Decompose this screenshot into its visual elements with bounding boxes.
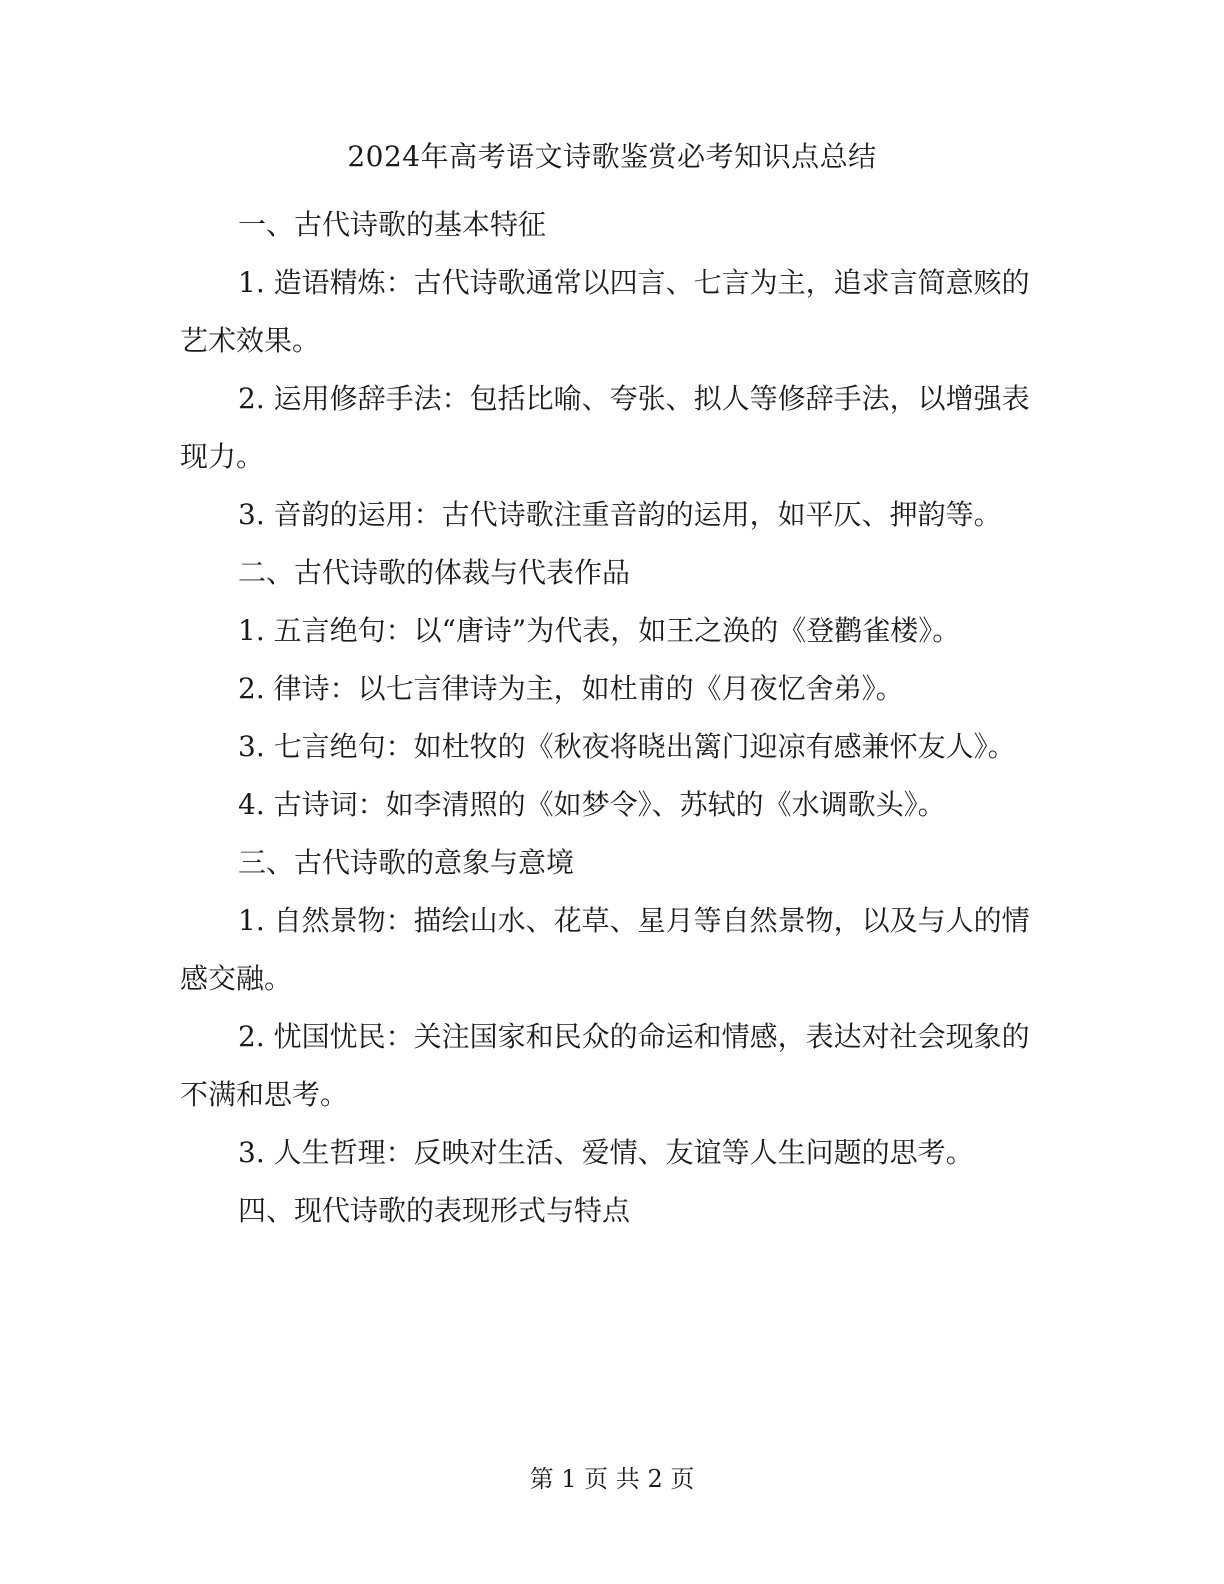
paragraph: 1. 五言绝句：以“唐诗”为代表，如王之涣的《登鹳雀楼》。 [238, 614, 961, 647]
paragraph: 3. 音韵的运用：古代诗歌注重音韵的运用，如平仄、押韵等。 [238, 498, 1002, 531]
document-title: 2024年高考语文诗歌鉴赏必考知识点总结 [347, 140, 877, 173]
section-heading-2: 二、古代诗歌的体裁与代表作品 [238, 556, 631, 589]
paragraph: 2. 运用修辞手法：包括比喻、夸张、拟人等修辞手法，以增强表现力。 [180, 382, 1030, 473]
paragraph: 4. 古诗词：如李清照的《如梦令》、苏轼的《水调歌头》。 [238, 788, 946, 821]
section-heading-3: 三、古代诗歌的意象与意境 [238, 846, 575, 879]
paragraph: 1. 自然景物：描绘山水、花草、星月等自然景物，以及与人的情感交融。 [180, 904, 1030, 995]
section-heading-4: 四、现代诗歌的表现形式与特点 [238, 1194, 631, 1227]
paragraph: 2. 忧国忧民：关注国家和民众的命运和情感，表达对社会现象的不满和思考。 [180, 1020, 1030, 1111]
paragraph: 3. 七言绝句：如杜牧的《秋夜将晓出篱门迎凉有感兼怀友人》。 [238, 730, 1016, 763]
page-number-footer: 第 1 页 共 2 页 [529, 1465, 695, 1493]
paragraph: 3. 人生哲理：反映对生活、爱情、友谊等人生问题的思考。 [238, 1136, 974, 1169]
section-heading-1: 一、古代诗歌的基本特征 [238, 208, 547, 241]
paragraph: 1. 造语精炼：古代诗歌通常以四言、七言为主，追求言简意赅的艺术效果。 [180, 266, 1030, 357]
document-body [180, 196, 1032, 1240]
paragraph: 2. 律诗：以七言律诗为主，如杜甫的《月夜忆舍弟》。 [238, 672, 904, 705]
